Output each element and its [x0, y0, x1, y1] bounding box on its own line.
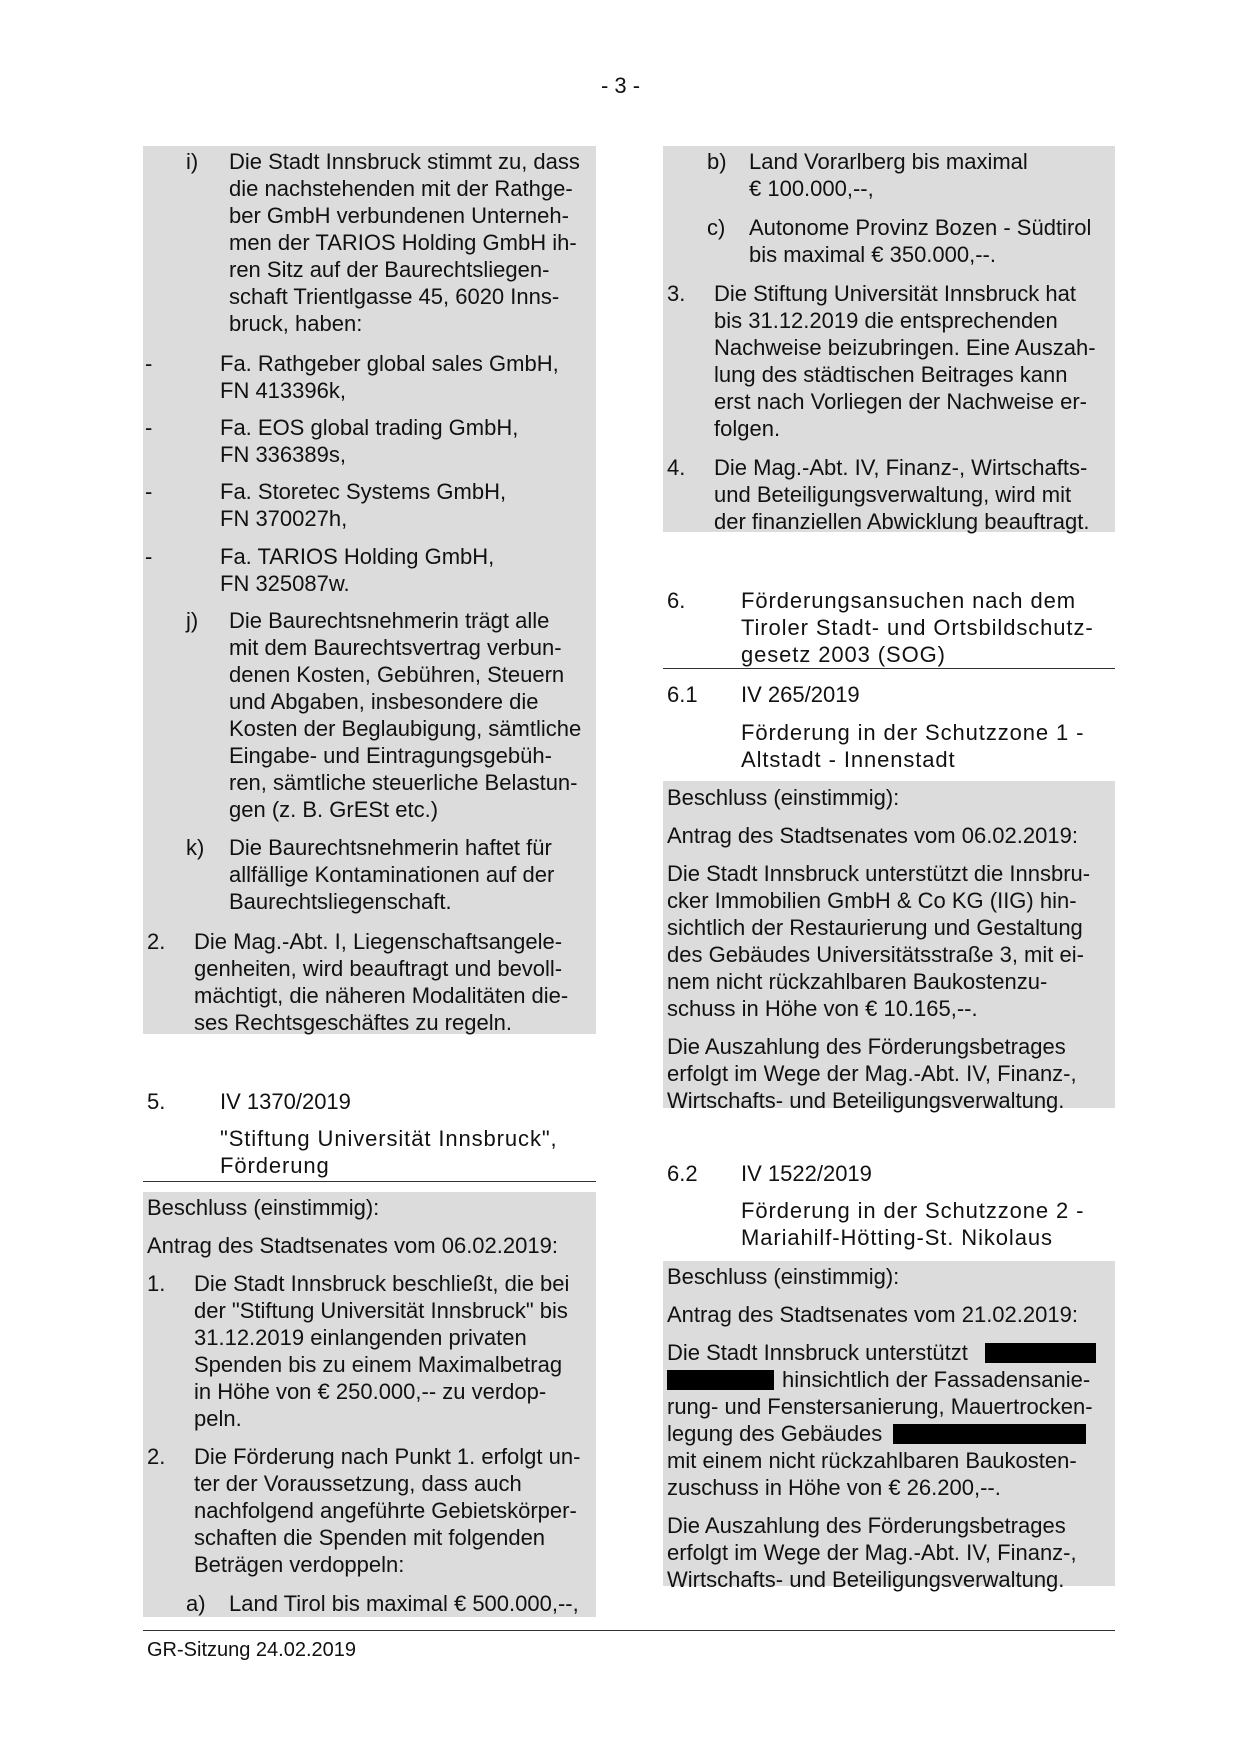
section-62-body-line: hinsichtlich der Fassadensanie-: [782, 1367, 1091, 1392]
item-j-line: mit dem Baurechtsvertrag verbun-: [229, 635, 562, 660]
section-62-beschluss: Beschluss (einstimmig):: [667, 1264, 900, 1289]
point-3-line: Nachweise beizubringen. Eine Auszah-: [714, 335, 1096, 360]
point-4-line: Die Mag.-Abt. IV, Finanz-, Wirtschafts-: [714, 455, 1088, 480]
section-62-title: Förderung in der Schutzzone 2 -: [741, 1198, 1085, 1223]
section-62-payout-line: Wirtschafts- und Beteiligungsverwaltung.: [667, 1567, 1065, 1592]
point-3-line: Die Stiftung Universität Innsbruck hat: [714, 281, 1076, 306]
company-name: Fa. TARIOS Holding GmbH,: [220, 544, 495, 569]
point-2-line: Die Mag.-Abt. I, Liegenschaftsangele-: [194, 929, 563, 954]
section-62-body-line: Die Stadt Innsbruck unterstützt: [667, 1340, 968, 1365]
item-i-line: ber GmbH verbundenen Unterneh-: [229, 203, 569, 228]
item-j-line: Eingabe- und Eintragungsgebüh-: [229, 743, 552, 768]
section-6-number: 6.: [667, 588, 686, 613]
point-4-label: 4.: [667, 455, 686, 480]
section-61-payout-line: Die Auszahlung des Förderungsbetrages: [667, 1034, 1066, 1059]
section-61-body-line: des Gebäudes Universitätsstraße 3, mit ei-: [667, 942, 1084, 967]
section-5-point2-line: schaften die Spenden mit folgenden: [194, 1525, 546, 1550]
section-5-point2-line: ter der Voraussetzung, dass auch: [194, 1471, 522, 1496]
redaction-bar: [985, 1343, 1096, 1363]
section-62-body-line: legung des Gebäudes: [667, 1421, 883, 1446]
company-fn: FN 370027h,: [220, 506, 348, 531]
section-5-title: "Stiftung Universität Innsbruck",: [220, 1126, 558, 1151]
item-j-line: ren, sämtliche steuerliche Belastun-: [229, 770, 578, 795]
item-i-line: Die Stadt Innsbruck stimmt zu, dass: [229, 149, 580, 174]
point-2-line: mächtigt, die näheren Modalitäten die-: [194, 983, 569, 1008]
item-j-line: und Abgaben, insbesondere die: [229, 689, 539, 714]
redaction-bar: [667, 1370, 774, 1390]
section-62-payout-line: Die Auszahlung des Förderungsbetrages: [667, 1513, 1066, 1538]
section-5-point1-line: der "Stiftung Universität Innsbruck" bis: [194, 1298, 568, 1323]
section-61-payout-line: erfolgt im Wege der Mag.-Abt. IV, Finanz-,: [667, 1061, 1077, 1086]
item-j-line: denen Kosten, Gebühren, Steuern: [229, 662, 565, 687]
redaction-bar: [893, 1424, 1086, 1444]
section-5-point1-label: 1.: [147, 1271, 166, 1296]
section-62-body-line: rung- und Fenstersanierung, Mauertrocken-: [667, 1394, 1093, 1419]
section-5-point2-line: Die Förderung nach Punkt 1. erfolgt un-: [194, 1444, 581, 1469]
company-dash: -: [145, 544, 153, 569]
section-61-body-line: cker Immobilien GmbH & Co KG (IIG) hin-: [667, 888, 1077, 913]
section-61-beschluss: Beschluss (einstimmig):: [667, 785, 900, 810]
section-5-point1-line: Spenden bis zu einem Maximalbetrag: [194, 1352, 563, 1377]
section-5-point1-line: peln.: [194, 1406, 242, 1431]
section-62-body-line: mit einem nicht rückzahlbaren Baukosten-: [667, 1448, 1077, 1473]
sub-c-line: Autonome Provinz Bozen - Südtirol: [749, 215, 1092, 240]
item-k-line: Die Baurechtsnehmerin haftet für: [229, 835, 552, 860]
footer-text: GR-Sitzung 24.02.2019: [147, 1639, 357, 1661]
section-62-title: Mariahilf-Hötting-St. Nikolaus: [741, 1225, 1053, 1250]
section-5-title: Förderung: [220, 1153, 330, 1178]
item-k-line: Baurechtsliegenschaft.: [229, 889, 452, 914]
section-5-number: 5.: [147, 1089, 166, 1114]
company-name: Fa. EOS global trading GmbH,: [220, 415, 519, 440]
section-62-ref: IV 1522/2019: [741, 1161, 872, 1186]
item-i-line: bruck, haben:: [229, 311, 363, 336]
company-dash: -: [145, 351, 153, 376]
section-62-body-line: zuschuss in Höhe von € 26.200,--.: [667, 1475, 1001, 1500]
point-3-line: lung des städtischen Beitrages kann: [714, 362, 1068, 387]
point-4-line: der finanziellen Abwicklung beauftragt.: [714, 509, 1090, 534]
item-k-line: allfällige Kontaminationen auf der: [229, 862, 555, 887]
item-j-line: Die Baurechtsnehmerin trägt alle: [229, 608, 550, 633]
section-6-title: Tiroler Stadt- und Ortsbildschutz-: [741, 615, 1094, 640]
item-i-line: ren Sitz auf der Baurechtsliegen-: [229, 257, 550, 282]
company-dash: -: [145, 479, 153, 504]
point-2-line: genheiten, wird beauftragt und bevoll-: [194, 956, 563, 981]
point-3-label: 3.: [667, 281, 686, 306]
section-5-antrag: Antrag des Stadtsenates vom 06.02.2019:: [147, 1233, 558, 1258]
point-3-line: erst nach Vorliegen der Nachweise er-: [714, 389, 1087, 414]
section-61-title: Altstadt - Innenstadt: [741, 747, 956, 772]
company-fn: FN 325087w.: [220, 571, 350, 596]
section-5-sub-a-text: Land Tirol bis maximal € 500.000,--,: [229, 1591, 579, 1616]
item-i-line: men der TARIOS Holding GmbH ih-: [229, 230, 577, 255]
sub-b-line: Land Vorarlberg bis maximal: [749, 149, 1028, 174]
section-5-point1-line: Die Stadt Innsbruck beschließt, die bei: [194, 1271, 570, 1296]
item-k-label: k): [186, 835, 205, 860]
point-2-line: ses Rechtsgeschäftes zu regeln.: [194, 1010, 512, 1035]
section-5-beschluss: Beschluss (einstimmig):: [147, 1195, 380, 1220]
section-5-rule: [143, 1181, 596, 1182]
sub-c-label: c): [707, 215, 726, 240]
section-6-title: gesetz 2003 (SOG): [741, 642, 946, 667]
section-61-number: 6.1: [667, 682, 698, 707]
item-j-line: gen (z. B. GrESt etc.): [229, 797, 439, 822]
point-4-line: und Beteiligungsverwaltung, wird mit: [714, 482, 1072, 507]
item-j-line: Kosten der Beglaubigung, sämtliche: [229, 716, 582, 741]
section-62-payout-line: erfolgt im Wege der Mag.-Abt. IV, Finanz-,: [667, 1540, 1077, 1565]
section-62-antrag: Antrag des Stadtsenates vom 21.02.2019:: [667, 1302, 1078, 1327]
point-2-label: 2.: [147, 929, 166, 954]
section-61-body-line: nem nicht rückzahlbaren Baukostenzu-: [667, 969, 1048, 994]
section-61-antrag: Antrag des Stadtsenates vom 06.02.2019:: [667, 823, 1078, 848]
section-6-title: Förderungsansuchen nach dem: [741, 588, 1076, 613]
company-name: Fa. Storetec Systems GmbH,: [220, 479, 507, 504]
section-61-body-line: Die Stadt Innsbruck unterstützt die Innsbru-: [667, 861, 1091, 886]
company-fn: FN 413396k,: [220, 378, 346, 403]
section-61-body-line: schuss in Höhe von € 10.165,--.: [667, 996, 978, 1021]
sub-c-line: bis maximal € 350.000,--.: [749, 242, 996, 267]
company-fn: FN 336389s,: [220, 442, 346, 467]
section-61-ref: IV 265/2019: [741, 682, 860, 707]
section-6-rule: [663, 668, 1115, 669]
item-j-label: j): [186, 608, 199, 633]
item-i-line: die nachstehenden mit der Rathge-: [229, 176, 573, 201]
point-3-line: bis 31.12.2019 die entsprechenden: [714, 308, 1058, 333]
section-61-title: Förderung in der Schutzzone 1 -: [741, 720, 1085, 745]
page-number: - 3 -: [600, 73, 641, 98]
sub-b-label: b): [707, 149, 727, 174]
point-3-line: folgen.: [714, 416, 781, 441]
section-5-point2-line: Beträgen verdoppeln:: [194, 1552, 405, 1577]
section-61-payout-line: Wirtschafts- und Beteiligungsverwaltung.: [667, 1088, 1065, 1113]
company-name: Fa. Rathgeber global sales GmbH,: [220, 351, 559, 376]
item-i-line: schaft Trientlgasse 45, 6020 Inns-: [229, 284, 560, 309]
section-5-ref: IV 1370/2019: [220, 1089, 351, 1114]
section-61-body-line: sichtlich der Restaurierung und Gestaltung: [667, 915, 1083, 940]
section-5-point1-line: 31.12.2019 einlangenden privaten: [194, 1325, 527, 1350]
item-i-label: i): [186, 149, 199, 174]
section-5-point2-label: 2.: [147, 1444, 166, 1469]
sub-b-line: € 100.000,--,: [749, 176, 874, 201]
section-5-sub-a-label: a): [186, 1591, 206, 1616]
section-62-number: 6.2: [667, 1161, 698, 1186]
company-dash: -: [145, 415, 153, 440]
section-5-point2-line: nachfolgend angeführte Gebietskörper-: [194, 1498, 577, 1523]
section-5-point1-line: in Höhe von € 250.000,-- zu verdop-: [194, 1379, 547, 1404]
footer-rule: [143, 1630, 1115, 1631]
